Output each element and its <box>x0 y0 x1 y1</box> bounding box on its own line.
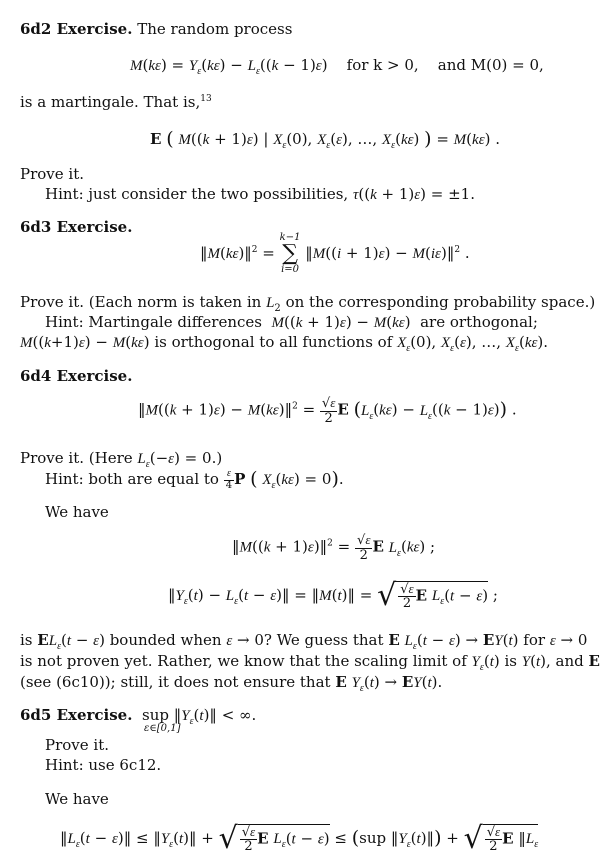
equation-Y-L-norm: $‖Y_\varepsilon(t) - L_\varepsilon(t$ − ε)‖ = ‖M(t)‖ = √ $\frac{√\varepsilon}{2}$ E $L_\varepsilon(t - \varepsilon)$ ; <box>168 578 498 613</box>
equation-norm-sum: ‖M(kε)‖$^2$ = k−1 ∑ i=0 ‖M((i + 1)ε) − M(iε)‖$^2$ . <box>200 232 470 275</box>
hint-6d4: Hint: both are equal to $\frac{\varepsilon}{4}$ P ( $X_\varepsilon(k\varepsilon) = 0$). <box>45 468 344 491</box>
hint-6d3-line1: Hint: Martingale differences M((k + 1)ε) − M(kε) are orthogonal; <box>45 313 538 331</box>
intro-text: The random process <box>137 20 293 38</box>
equation-bound-partial: $‖L_\varepsilon(t$ − ε)‖ ≤ $‖Y_\varepsilon(t)‖$ + √ $\frac{√\varepsilon}{2}$ E $L_\varepsilon(t - \varepsilon) \le (sup$ $‖Y_\varepsilon(t)‖$) + √ $\frac{√\varepsilon}{2}$ E $‖L_\varepsilon$ <box>60 821 539 856</box>
equation-increment-norm: ‖M((k + 1)ε) − M(kε)‖$^2$ = $\frac{√\varepsilon}{2}$ E $(L_\varepsilon(k\varepsilon) - L_\varepsilon((k - 1)\varepsilon))$ . <box>138 395 517 426</box>
prove-6d5: Prove it. <box>45 736 110 754</box>
footnote-marker: 13 <box>200 94 212 104</box>
we-have-text: We have <box>45 503 109 521</box>
exercise-6d2-heading <box>20 20 292 39</box>
equation-conditional-expectation: E ( M((k + 1)ε) | $X_\varepsilon(0)$, $X_\varepsilon(\varepsilon)$, …, $X_\varepsilon(k\varepsilon)$ ) = M(kε) . <box>150 128 500 151</box>
paragraph-line1: is $EL_\varepsilon(t - \varepsilon)$ bounded when ε → 0? We guess that E $L_\varepsilon(t - \varepsilon) \to EY(t)$ for ε → 0 <box>20 631 588 652</box>
exercise-6d3-heading: 6d3 Exercise. <box>20 218 133 236</box>
paragraph-line2: is not proven yet. Rather, we know that the scaling limit of $Y_\varepsilon(t)$ is Y(t), and E <box>20 652 600 673</box>
hint-6d2: Hint: just consider the two possibilities, τ((k + 1)ε) = ±1. <box>45 185 475 203</box>
prove-6d4: Prove it. (Here $L_\varepsilon(-\varepsilon) = 0$.) <box>20 449 223 470</box>
prove-6d3: Prove it. (Each norm is taken in $L_2$ on the corresponding probability space.) <box>20 293 596 314</box>
condition-text-2: and M(0) = 0, <box>437 56 544 74</box>
exercise-6d5-heading: 6d5 Exercise. sup ε∈[0,1] $‖Y_\varepsilon(t)‖$ < ∞. <box>20 706 257 734</box>
paragraph-line3: (see (6c10)); still, it does not ensure that E $Y_\varepsilon(t) \to EY(t)$. <box>20 673 443 694</box>
we-have-text-2: We have <box>45 790 109 808</box>
prove-text: Prove it. <box>20 165 85 183</box>
condition-text: for k > 0, <box>346 56 419 74</box>
equation-M-definition: $M(k\varepsilon) = Y_\varepsilon(k\varepsilon) - L_\varepsilon((k - 1)\varepsilon)$ for k > 0, and M(0) = 0, <box>130 56 544 77</box>
martingale-statement: is a martingale. That is,$^{13}$ <box>20 93 212 111</box>
hint-6d5: Hint: use 6c12. <box>45 756 162 774</box>
exercise-label: 6d2 Exercise. <box>20 20 133 38</box>
equation-M-norm: ‖M((k + 1)ε)‖$^2$ = $\frac{√\varepsilon}{2}$ E $L_\varepsilon(k\varepsilon)$ ; <box>232 532 436 563</box>
exercise-6d4-heading: 6d4 Exercise. <box>20 367 133 385</box>
hint-6d3-line2: M((k+1)ε) − M(kε) is orthogonal to all functions of $X_\varepsilon(0)$, $X_\varepsilon(\varepsilon)$, …, $X_\varepsilon(k\varepsilon)$. <box>20 333 549 354</box>
